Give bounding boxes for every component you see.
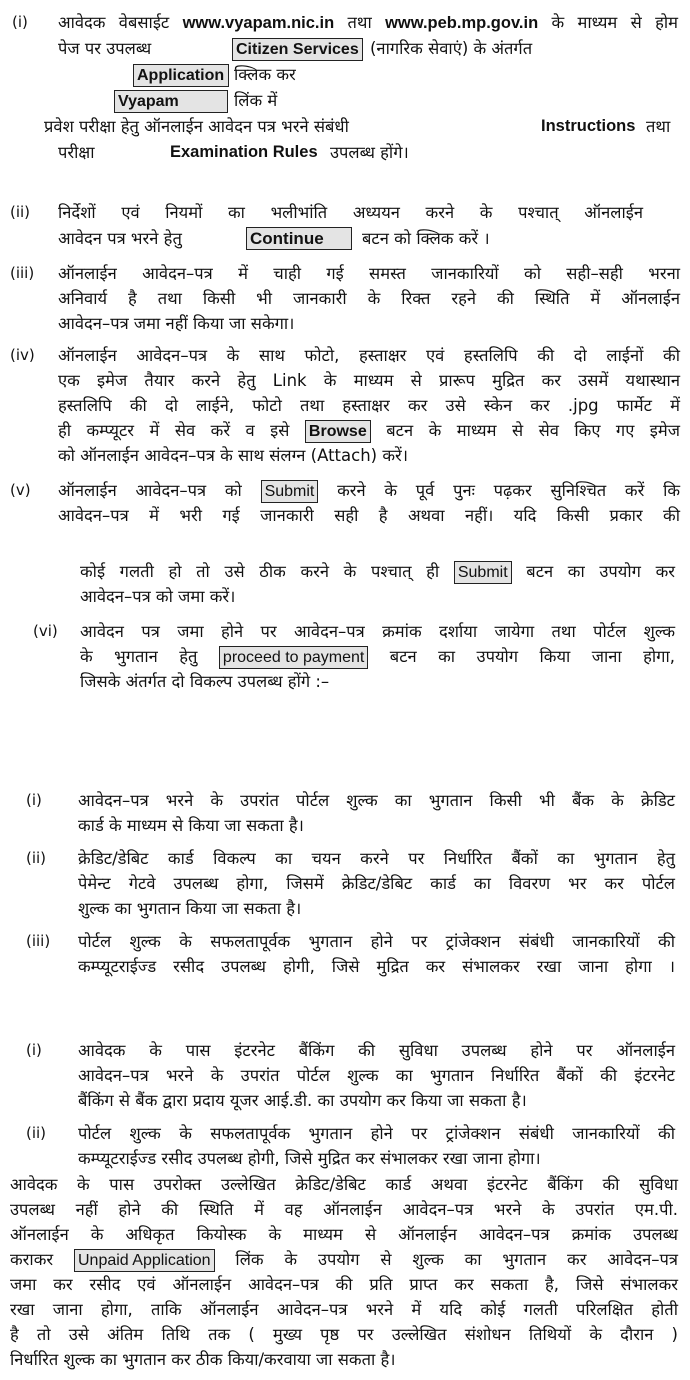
citizen-services-button[interactable]: Citizen Services bbox=[232, 38, 363, 61]
final-line-2: उपलब्ध नहीं होने की स्थिति में वह ऑनलाईन आवेदन–पत्र भरने के उपरांत एम.पी. bbox=[10, 1200, 678, 1219]
instructions-link[interactable]: Instructions bbox=[541, 117, 636, 135]
item-iv-line-4: ही कम्प्यूटर में सेव करें व इसे Browse बटन के माध्यम से सेव किए गए इमेज bbox=[58, 418, 680, 443]
url-peb[interactable]: www.peb.mp.gov.in bbox=[385, 14, 539, 32]
item-vi-paragraph bbox=[80, 619, 675, 694]
proceed-to-payment-button[interactable]: proceed to payment bbox=[219, 646, 368, 669]
application-button-wrap bbox=[133, 62, 229, 87]
final-line-7: है तो उसे अंतिम तिथि तक ( मुख्य पृष्ठ पर उल्लेखित संशोधन तिथियों के दौरान ) bbox=[10, 1325, 678, 1344]
card-i-line-1: आवेदन–पत्र भरने के उपरांत पोर्टल शुल्क का भुगतान किसी भी बैंक के क्रेडिट bbox=[78, 791, 675, 810]
intro-line-4: लिंक में bbox=[234, 91, 278, 110]
item-ii-number: (ii) bbox=[10, 203, 31, 221]
netbank-ii-line-1: पोर्टल शुल्क के सफलतापूर्वक भुगतान होने पर ट्रांजेक्शन संबंधी जानकारियों की bbox=[78, 1124, 675, 1143]
url-vyapam[interactable]: www.vyapam.nic.in bbox=[182, 14, 335, 32]
item-v-continuation bbox=[80, 559, 675, 609]
citizen-services-button-wrap bbox=[232, 36, 363, 61]
netbank-i-line-2: आवेदन–पत्र भरने के उपरांत पोर्टल शुल्क का भुगतान निर्धारित बैंकों की इंटरनेट bbox=[78, 1066, 675, 1085]
netbank-i-line-3: बैंकिंग से बैंक द्वारा प्रदाय यूजर आई.डी. का उपयोग कर किया जा सकता है। bbox=[78, 1091, 527, 1110]
card-ii-line-1: क्रेडिट/डेबिट कार्ड विकल्प का चयन करने पर निर्धारित बैंकों का भुगतान हेतु bbox=[78, 849, 675, 868]
item-vi-number: (vi) bbox=[33, 622, 58, 640]
card-iii-line-1: पोर्टल शुल्क के सफलतापूर्वक भुगतान होने पर ट्रांजेक्शन संबंधी जानकारियों की bbox=[78, 932, 675, 951]
item-iii-number: (iii) bbox=[10, 264, 35, 282]
item-iii-line-2: अनिवार्य है तथा किसी भी जानकारी के रिक्त रहने की स्थिति में ऑनलाईन bbox=[58, 289, 680, 308]
item-iii-line-3: आवेदन–पत्र जमा नहीं किया जा सकेगा। bbox=[58, 314, 295, 333]
item-ii-line-1: निर्देशों एवं नियमों का भलीभांति अध्ययन करने के पश्चात् ऑनलाईन bbox=[58, 203, 643, 222]
netbank-i-line-1: आवेदक के पास इंटरनेट बैंकिंग की सुविधा उपलब्ध होने पर ऑनलाईन bbox=[78, 1041, 675, 1060]
card-iii-line-2: कम्प्यूटराईज्ड रसीद उपलब्ध होगी, जिसे मुद्रित कर संभालकर रखा जाना होगा । bbox=[78, 957, 675, 976]
card-i-number: (i) bbox=[26, 791, 42, 809]
card-ii-paragraph bbox=[78, 846, 675, 921]
final-line-5: जमा कर रसीद एवं ऑनलाईन आवेदन–पत्र की प्रति प्राप्त कर सकता है, जिसे संभालकर bbox=[10, 1275, 678, 1294]
card-ii-line-3: शुल्क का भुगतान किया जा सकता है। bbox=[78, 899, 302, 918]
netbank-i-number: (i) bbox=[26, 1041, 42, 1059]
unpaid-application-button[interactable]: Unpaid Application bbox=[74, 1249, 215, 1272]
netbank-ii-paragraph bbox=[78, 1121, 675, 1171]
intro-line-1: आवेदक वेबसाईट www.vyapam.nic.in तथा www.peb.mp.gov.in के माध्यम से होम bbox=[58, 13, 678, 32]
item-ii-line-2b: बटन को क्लिक करें । bbox=[362, 229, 490, 248]
intro-line-5a: प्रवेश परीक्षा हेतु ऑनलाईन आवेदन पत्र भरने संबंधी bbox=[44, 117, 349, 136]
final-line-6: रखा जाना होगा, ताकि ऑनलाईन आवेदन–पत्र भरने में यदि कोई गलती परिलक्षित होती bbox=[10, 1300, 678, 1319]
intro-line-2b: (नागरिक सेवाएं) के अंतर्गत bbox=[370, 39, 533, 58]
vyapam-button[interactable]: Vyapam bbox=[114, 90, 228, 113]
item-vi-line-2: के भुगतान हेतु proceed to payment बटन का उपयोग किया जाना होगा, bbox=[80, 644, 675, 669]
item-iv-line-1: ऑनलाईन आवेदन–पत्र के साथ फोटो, हस्ताक्षर एवं हस्तलिपि की दो लाईनों की bbox=[58, 346, 680, 365]
intro-line-5b: तथा bbox=[646, 117, 671, 136]
card-ii-number: (ii) bbox=[26, 849, 47, 867]
item-iv-line-5: को ऑनलाईन आवेदन–पत्र के साथ संलग्न (Attach) करें। bbox=[58, 446, 409, 465]
item-v-number: (v) bbox=[10, 481, 31, 499]
netbank-ii-number: (ii) bbox=[26, 1124, 47, 1142]
examination-rules-link[interactable]: Examination Rules bbox=[170, 143, 318, 161]
intro-line-6b: उपलब्ध होंगे। bbox=[330, 143, 409, 162]
item-v-line-4: आवेदन–पत्र को जमा करें। bbox=[80, 587, 236, 606]
item-iv-line-3: हस्तलिपि की दो लाईने, फोटो तथा हस्ताक्षर कर उसे स्केन कर .jpg फार्मेट में bbox=[58, 396, 680, 415]
continue-button[interactable]: Continue bbox=[246, 227, 352, 250]
intro-line-2a: पेज पर उपलब्ध bbox=[58, 39, 152, 58]
intro-number: (i) bbox=[12, 13, 28, 31]
item-iv-number: (iv) bbox=[10, 346, 35, 364]
item-iii-paragraph bbox=[58, 261, 680, 336]
item-v-line-2: आवेदन–पत्र में भरी गई जानकारी सही है अथवा नहीं। यदि किसी प्रकार की bbox=[58, 506, 680, 525]
card-i-line-2: कार्ड के माध्यम से किया जा सकता है। bbox=[78, 816, 304, 835]
continue-button-wrap bbox=[246, 226, 352, 251]
submit-button[interactable]: Submit bbox=[261, 480, 319, 503]
final-line-1: आवेदक के पास उपरोक्त उल्लेखित क्रेडिट/डेबिट कार्ड अथवा इंटरनेट बैंकिंग की सुविधा bbox=[10, 1175, 678, 1194]
item-v-paragraph bbox=[58, 478, 680, 528]
final-line-3: ऑनलाईन के अधिकृत कियोस्क के माध्यम से ऑनलाईन आवेदन–पत्र क्रमांक उपलब्ध bbox=[10, 1225, 678, 1244]
vyapam-button-wrap bbox=[114, 88, 228, 113]
item-ii-paragraph bbox=[58, 200, 643, 225]
item-iii-line-1: ऑनलाईन आवेदन–पत्र में चाही गई समस्त जानकारियों को सही–सही भरना bbox=[58, 264, 680, 283]
intro-line-3: क्लिक कर bbox=[234, 65, 296, 84]
final-paragraph bbox=[10, 1172, 678, 1372]
application-button[interactable]: Application bbox=[133, 64, 229, 87]
intro-paragraph bbox=[58, 10, 678, 36]
card-i-paragraph bbox=[78, 788, 675, 838]
item-iv-paragraph bbox=[58, 343, 680, 468]
item-iv-line-2: एक इमेज तैयार करने हेतु Link के माध्यम से प्रारूप मुद्रित कर उसमें यथास्थान bbox=[58, 371, 680, 390]
item-v-line-3: कोई गलती हो तो उसे ठीक करने के पश्चात् ही Submit बटन का उपयोग कर bbox=[80, 559, 675, 584]
item-vi-line-1: आवेदन पत्र जमा होने पर आवेदन–पत्र क्रमांक दर्शाया जायेगा तथा पोर्टल शुल्क bbox=[80, 622, 675, 641]
item-v-line-1: ऑनलाईन आवेदन–पत्र को Submit करने के पूर्व पुनः पढ़कर सुनिश्चित करें कि bbox=[58, 478, 680, 503]
browse-button[interactable]: Browse bbox=[305, 420, 371, 443]
item-vi-line-3: जिसके अंतर्गत दो विकल्प उपलब्ध होंगे :– bbox=[80, 672, 330, 691]
netbank-i-paragraph bbox=[78, 1038, 675, 1113]
netbank-ii-line-2: कम्प्यूटराईज्ड रसीद उपलब्ध होगी, जिसे मुद्रित कर संभालकर रखा जाना होगा। bbox=[78, 1149, 541, 1168]
final-line-8: निर्धारित शुल्क का भुगतान कर ठीक किया/करवाया जा सकता है। bbox=[10, 1350, 396, 1369]
final-line-4: कराकर Unpaid Application लिंक के उपयोग से शुल्क का भुगतान कर आवेदन–पत्र bbox=[10, 1247, 678, 1272]
submit-button-2[interactable]: Submit bbox=[454, 561, 512, 584]
card-ii-line-2: पेमेन्ट गेटवे उपलब्ध होगा, जिसमें क्रेडिट/डेबिट कार्ड का विवरण भर कर पोर्टल bbox=[78, 874, 675, 893]
card-iii-number: (iii) bbox=[26, 932, 51, 950]
intro-line-6a: परीक्षा bbox=[58, 143, 95, 162]
item-ii-line-2a: आवेदन पत्र भरने हेतु bbox=[58, 229, 182, 248]
card-iii-paragraph bbox=[78, 929, 675, 979]
